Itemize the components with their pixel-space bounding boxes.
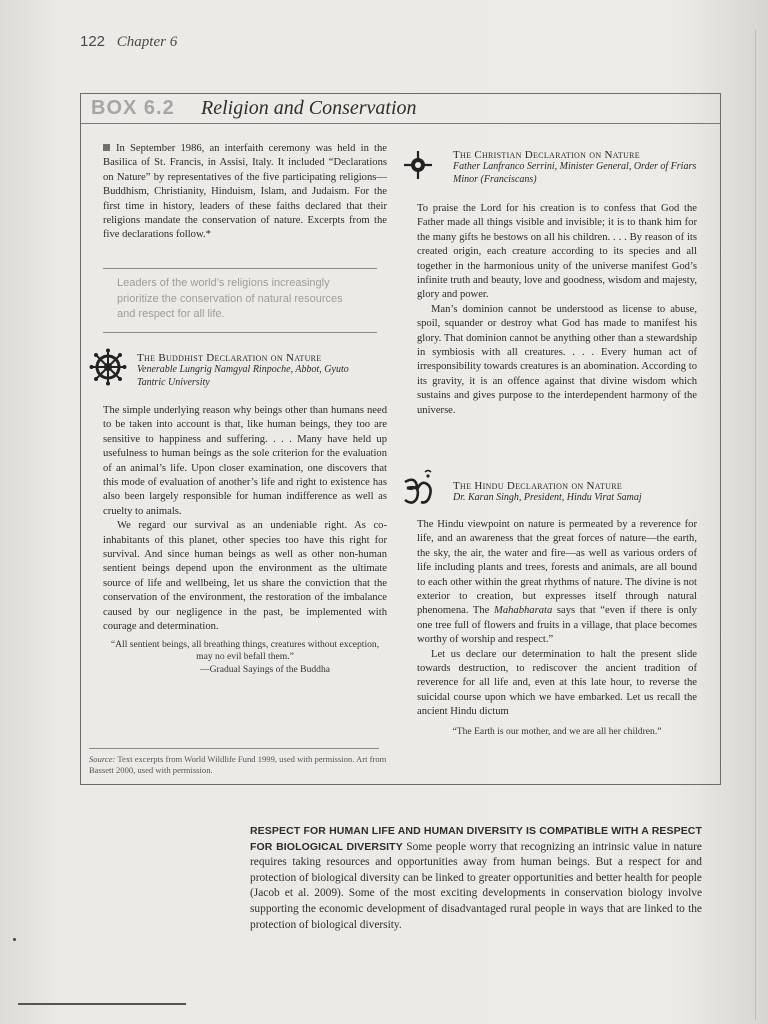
square-bullet-icon [103, 144, 110, 151]
divider [103, 332, 377, 333]
box-religion-conservation [80, 93, 721, 785]
dharma-wheel-icon [89, 348, 127, 391]
page-mark [13, 938, 16, 941]
pull-quote: Leaders of the world’s religions increasingly prioritize the conservation of natural resources and respect for all life. [117, 277, 343, 320]
hindu-text [417, 518, 697, 738]
source-label: Source: [89, 754, 116, 764]
body-paragraph [250, 824, 702, 933]
christian-title: The Christian Declaration on Nature [453, 149, 640, 161]
divider [103, 268, 377, 269]
box-intro [103, 142, 387, 243]
body-text: Some people worry that recognizing an intrinsic value in nature requires taking resources and opportunities away from human beings. But a respect for and protection of biological diversity can be linked to greater opportunities and better health for people (Jacob et al. 2009). Some of the most exciting developments in conservation biology involve supporting the economic development of disadvantaged rural people in ways that are linked to the protection of biological diversity. [250, 840, 702, 931]
paragraph: The simple underlying reason why beings other than humans need to be taken into account is that, like human beings, they too are sensitive to happiness and suffering. . . . Many have held up usefulness to human beings as the sole criterion for the evaluation of an animal’s life. Upon closer examination, one discovers that this mode of evaluation of another’s life and right to existence has also been largely responsible for human indifference as well as cruelty to animals. [103, 405, 387, 517]
hindu-quote: “The Earth is our mother, and we are all her children.” [452, 725, 662, 737]
om-icon [401, 468, 437, 513]
christian-author: Father Lanfranco Serrini, Minister General, Order of Friars Minor (Franciscans) [453, 161, 697, 185]
intro-text: In September 1986, an interfaith ceremony was held in the Basilica of St. Francis, in Assisi, Italy. It included “Declarations on Nature” by representatives of the five participating religions—Buddhism, Christianity, Hinduism, Islam, and Judaism. For the first time in history, leaders of these faiths declared that their religions mandate the conservation of nature. Excerpts from the five declarations follow.* [103, 143, 387, 241]
paragraph: Let us declare our determination to halt the present slide towards destruction, to rediscover the ancient tradition of reverence for all life and, even at this late hour, to reverse the suicidal course upon which we have embarked. Let us recall the ancient Hindu dictum [417, 648, 697, 718]
section-lead-heading: RESPECT FOR HUMAN LIFE AND HUMAN DIVERSITY IS COMPATIBLE WITH A RESPECT FOR BIOLOGICAL DIVERSITY [250, 825, 702, 853]
buddhist-text [103, 404, 387, 676]
divider [89, 748, 379, 749]
christian-text [417, 202, 697, 418]
buddhist-heading [137, 352, 377, 389]
christian-heading [453, 149, 699, 186]
hindu-heading [453, 480, 699, 505]
paragraph: We regard our survival as an undeniable right. As co-inhabitants of this planet, other species too have this right for survival. And since human beings as well as other non-human sentient beings depend upon the environment as the ultimate source of life and wellbeing, let us share the conviction that the conservation of the environment, the restoration of the imbalance caused by our negligence in the past, be implemented with courage and determination. [103, 520, 387, 633]
box-title: Religion and Conservation [201, 97, 417, 119]
page-footer-line [18, 1003, 186, 1005]
hindu-author: Dr. Karan Singh, President, Hindu Virat Samaj [453, 492, 642, 503]
paragraph [417, 518, 697, 648]
paragraph: Man’s dominion cannot be understood as license to abuse, spoil, squander or destroy what God has made to manifest his glory. That dominion cannot be anything other than a stewardship in symbiosis with all creatures. . . . Every human act of irresponsibility towards creatures is an abomination. According to its gravity, it is an offence against that divine wisdom which sustains and gives purpose to the interdependent harmony of the universe. [417, 303, 697, 416]
page-number: 122 [80, 33, 106, 50]
text-run: says that “even if there is only one tree full of flowers and fruits in a village, that place becomes worthy of worship and respect.” [417, 605, 697, 646]
paragraph: To praise the Lord for his creation is to confess that God the Father made all things visible and invisible; it is to thank him for the many gifts he bestows on all his children. . . . By reason of its created origin, each creature according to its species and all together in the harmonious unity of the universe manifest God’s infinite truth and beauty, love and goodness, wisdom and majesty, glory and power. [417, 203, 697, 301]
hindu-title: The Hindu Declaration on Nature [453, 480, 623, 492]
chapter-title: Chapter 6 [116, 34, 178, 50]
buddhist-author: Venerable Lungrig Namgyal Rinpoche, Abbot, Gyuto Tantric University [137, 364, 349, 388]
page-edge [755, 30, 756, 1020]
buddhist-title: The Buddhist Declaration on Nature [137, 352, 322, 364]
box-label: BOX 6.2 [91, 97, 175, 119]
source-note [89, 754, 389, 776]
box-title-bar [81, 94, 720, 124]
text-run: The Hindu viewpoint on nature is permeated by a reverence for life, and an awareness that the great forces of nature—the earth, the sky, the air, the water and fire—as well as various orders of life including plants and trees, forests and animals, are all bound to each other within the great rhythms of nature. The divine is not exterior to creation, but expresses itself through natural phenomena. The [417, 519, 697, 617]
cross-circle-icon [403, 150, 433, 185]
running-header [80, 33, 177, 51]
buddhist-quote-source: —Gradual Sayings of the Buddha [199, 663, 331, 675]
text-run-italic: Mahabharata [494, 605, 553, 617]
buddhist-quote: “All sentient beings, all breathing things, creatures without exception, may no evil befall them.” [110, 638, 380, 662]
source-text: Text excerpts from World Wildlife Fund 1999, used with permission. Art from Bassett 2000, used with permission. [89, 754, 387, 775]
